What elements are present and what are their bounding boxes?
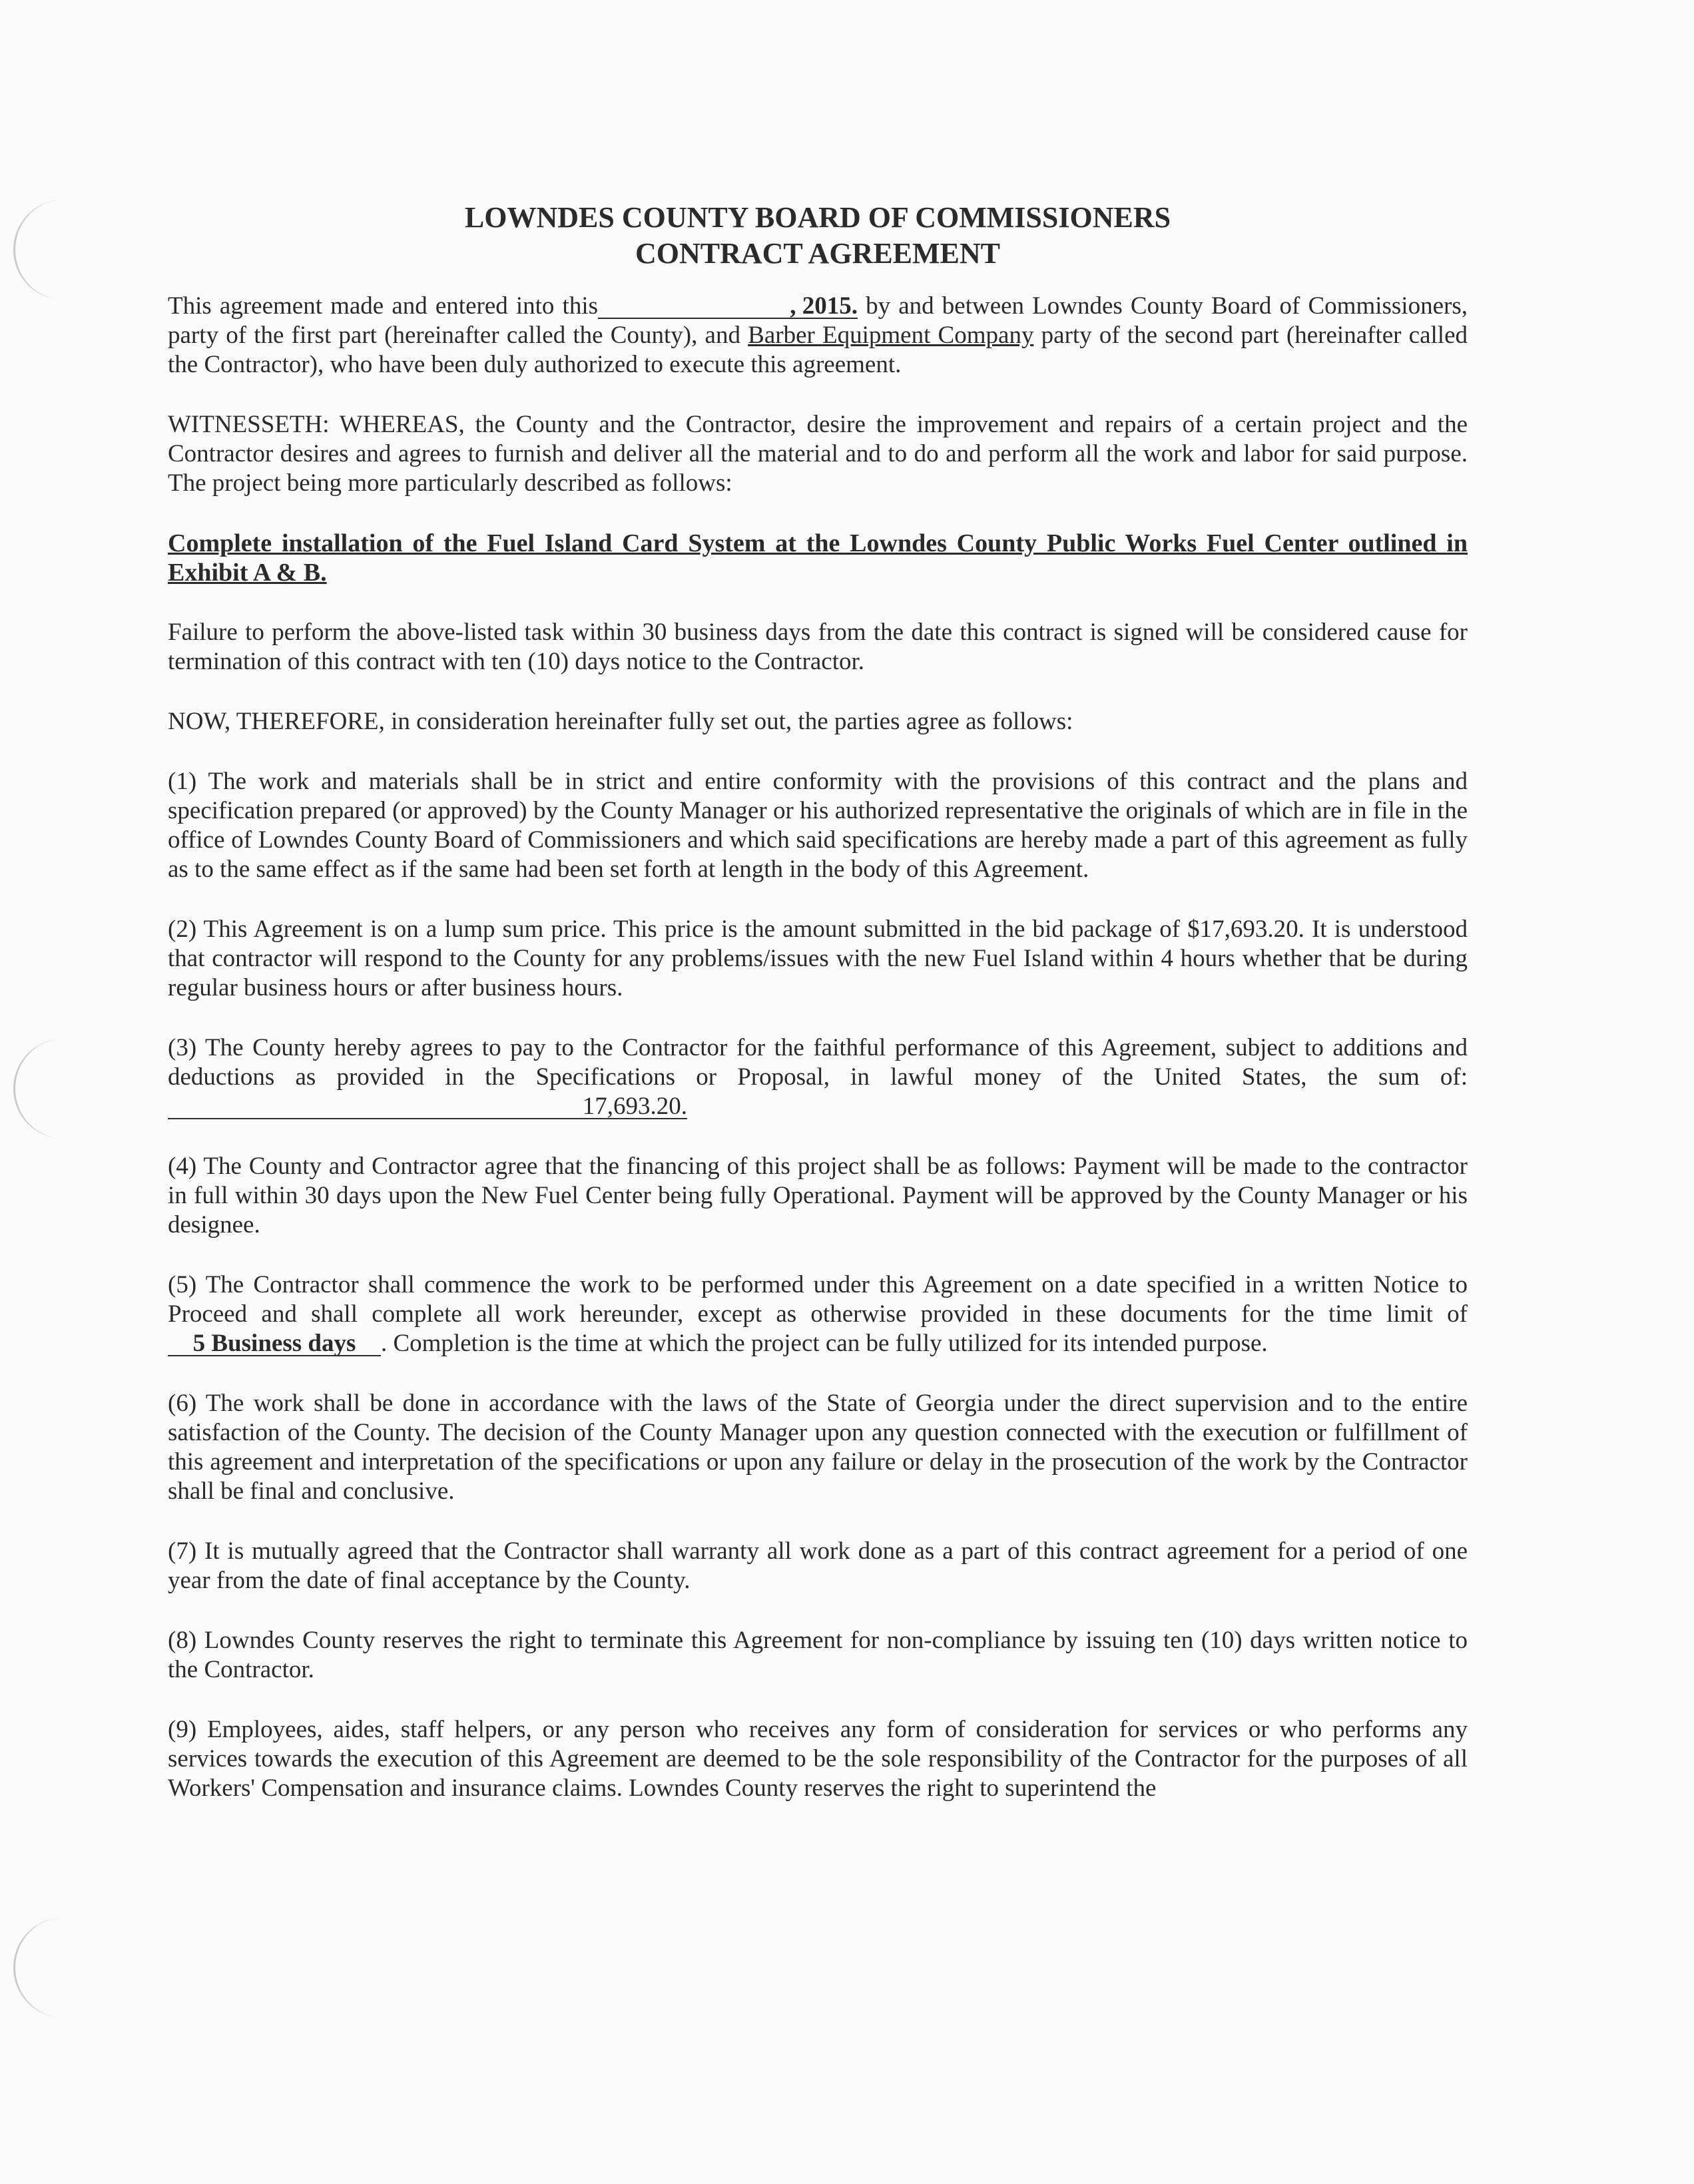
punch-hole-mark [13,1918,75,2018]
date-blank: , 2015. [598,295,858,319]
amount-blank: 17,693.20. [168,1095,687,1119]
intro-pre: This agreement made and entered into this [168,292,598,320]
clause-1: (1) The work and materials shall be in strict and entire conformity with the provisions of this contract and the plans and specification prepared (or approved) by the County Manager or his authorized representative the originals of which are in file in the office of Lowndes County Board of Commissioners and which said specifications are hereby made a part of this agreement as fully as to the same effect as if the same had been set forth at length in the body of this Agreement. [168,768,1468,883]
clause-2: (2) This Agreement is on a lump sum price. This price is the amount submitted in the bid package of $17,693.20. It is understood that contractor will respond to the County for any problems/issues with the new Fuel Island within 4 hours whether that be during regular business hours or after business hours. [168,916,1468,1001]
clause-6: (6) The work shall be done in accordance with the laws of the State of Georgia under the direct supervision and to the entire satisfaction of the County. The decision of the County Manager upon any question connected with the execution or fulfillment of this agreement and interpretation of the specifications or upon any failure or delay in the prosecution of the work by the Contractor shall be final and conclusive. [168,1390,1468,1505]
intro-mid1: by and between Lowndes County Board of Commissioners, party of the first part (hereinafter called the County), and [168,292,1468,349]
now-therefore-paragraph: NOW, THEREFORE, in consideration hereinafter fully set out, the parties agree as follows: [168,708,1073,735]
time-limit-blank: 5 Business days [168,1332,381,1356]
intro-mid2: party of the second part (hereinafter called the Contractor), who have been duly authorized to execute this agreement. [168,322,1468,378]
clause-5-post: . Completion is the time at which the project can be fully utilized for its intended purpose. [381,1330,1268,1357]
clause-4: (4) The County and Contractor agree that the financing of this project shall be as follows: Payment will be made to the contractor in full within 30 days upon the New Fuel Center being fully Operational. Payment will be approved by the County Manager or his designee. [168,1153,1468,1238]
clause-9: (9) Employees, aides, staff helpers, or any person who receives any form of consideration for services or who performs any services towards the execution of this Agreement are deemed to be the sole responsibility of the Contractor for the purposes of all Workers' Compensation and insurance claims. Lowndes County reserves the right to superintend the [168,1716,1468,1802]
clause-8: (8) Lowndes County reserves the right to terminate this Agreement for non-compliance by issuing ten (10) days written notice to the Contractor. [168,1627,1468,1683]
clause-7: (7) It is mutually agreed that the Contractor shall warranty all work done as a part of this contract agreement for a period of one year from the date of final acceptance by the County. [168,1537,1468,1594]
punch-hole-mark [13,1039,75,1139]
contractor-name: Barber Equipment Company [748,322,1034,349]
intro-paragraph [168,292,1468,380]
clause-5 [168,1270,1468,1358]
clause-5-text: (5) The Contractor shall commence the work to be performed under this Agreement on a date specified in a written Notice to Proceed and shall complete all work hereunder, except as otherwise provided in these documents for the time limit of [168,1271,1468,1328]
title-line-2: CONTRACT AGREEMENT [635,237,1001,270]
witnesseth-paragraph: WITNESSETH: WHEREAS, the County and the Contractor, desire the improvement and repairs of a certain project and the Contractor desires and agrees to furnish and deliver all the material and to do and perform all the work and labor for said purpose. The project being more particularly described as follows: [168,411,1468,497]
failure-paragraph: Failure to perform the above-listed task within 30 business days from the date this contract is signed will be considered cause for termination of this contract with ten (10) days notice to the Contractor. [168,619,1468,675]
document-body [168,200,1468,1803]
clause-3-text: (3) The County hereby agrees to pay to the Contractor for the faithful performance of this Agreement, subject to additions and deductions as provided in the Specifications or Proposal, in lawful money of the United States, the sum of: [168,1034,1468,1091]
project-description: Complete installation of the Fuel Island Card System at the Lowndes County Public Works Fuel Center outlined in Exhibit A & B. [168,529,1468,587]
punch-hole-mark [13,200,75,300]
clause-3 [168,1033,1468,1121]
title-line-1: LOWNDES COUNTY BOARD OF COMMISSIONERS [464,201,1171,234]
